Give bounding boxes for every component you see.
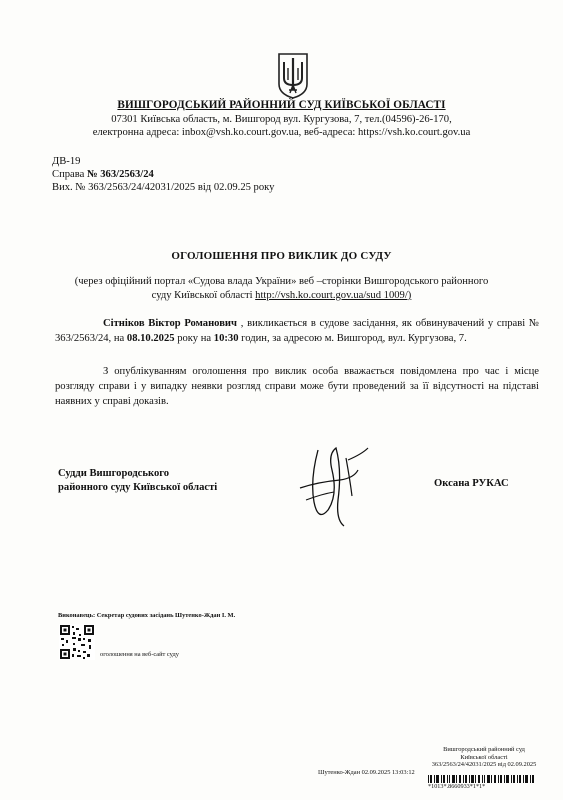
court-contacts: електронна адреса: inbox@vsh.ko.court.gov.ua, веб-адреса: https://vsh.ko.court.gov.ua <box>92 127 471 138</box>
stamp-code: *1013*.8660933*1*1* <box>428 783 486 790</box>
outgoing-number: Вих. № 363/2563/24/42031/2025 від 02.09.25 року <box>52 182 275 193</box>
summoned-person: Сітніков Віктор Романович <box>103 318 238 329</box>
hearing-time: 10:30 <box>213 332 239 344</box>
form-code: ДВ-19 <box>52 156 81 167</box>
notice-paragraph: З опублікуванням оголошення про виклик особа вважається повідомлена про час і місце розгляду справи і у випадку неявки розгляд справи може бути проведений за її відсутності на підставі наявних у справі доказів. <box>55 366 539 407</box>
qr-code-icon[interactable] <box>59 624 95 660</box>
hearing-date: 08.10.2025 <box>126 332 175 344</box>
judge-name: Оксана РУКАС <box>434 478 509 489</box>
stamp-user: Шутенко-Ждан 02.09.2025 13:03:12 <box>318 768 415 776</box>
registration-stamp: Вишгородський районний суд Київської області 363/2563/24/42031/2025 від 02.09.2025 Шутенко-Ждан 02.09.2025 13:03:12 <box>318 746 550 776</box>
publication-note-line2: суду Київської області http://vsh.ko.court.gov.ua/sud 1009/) <box>151 290 412 301</box>
court-address: 07301 Київська область, м. Вишгород вул. Кургузова, 7, тел.(04596)-26-170, <box>111 114 452 125</box>
case-number: Справа № 363/2563/24 <box>52 169 154 180</box>
qr-caption: оголошення на веб-сайт суду <box>100 651 179 658</box>
executor-note: Виконавець: Секретар судових засідань Шутенко-Ждан І. М. <box>58 612 236 619</box>
case-number-value: № 363/2563/24 <box>86 169 154 180</box>
court-name: ВИШГОРОДСЬКИЙ РАЙОННИЙ СУД КИЇВСЬКОЇ ОБЛАСТІ <box>117 99 446 111</box>
summons-paragraph: Сітніков Віктор Романович , викликається в судове засідання, як обвинувачений у справі № 363/2563/24, на 08.10.2025 року на 10:30 годин, за адресою м. Вишгород, вул. Кургузова, 7. <box>55 318 539 344</box>
coat-of-arms-icon <box>276 52 310 100</box>
barcode-icon <box>428 775 534 783</box>
court-website-link[interactable]: http://vsh.ko.court.gov.ua/sud 1009/) <box>255 290 412 301</box>
handwritten-signature <box>288 440 374 530</box>
announcement-title: ОГОЛОШЕННЯ ПРО ВИКЛИК ДО СУДУ <box>171 250 392 262</box>
publication-note-line1: (через офіційний портал «Судова влада України» веб –сторінки Вишгородського районного <box>74 276 489 287</box>
judge-title: Судди Вишгородського районного суду Київської області <box>58 468 218 493</box>
